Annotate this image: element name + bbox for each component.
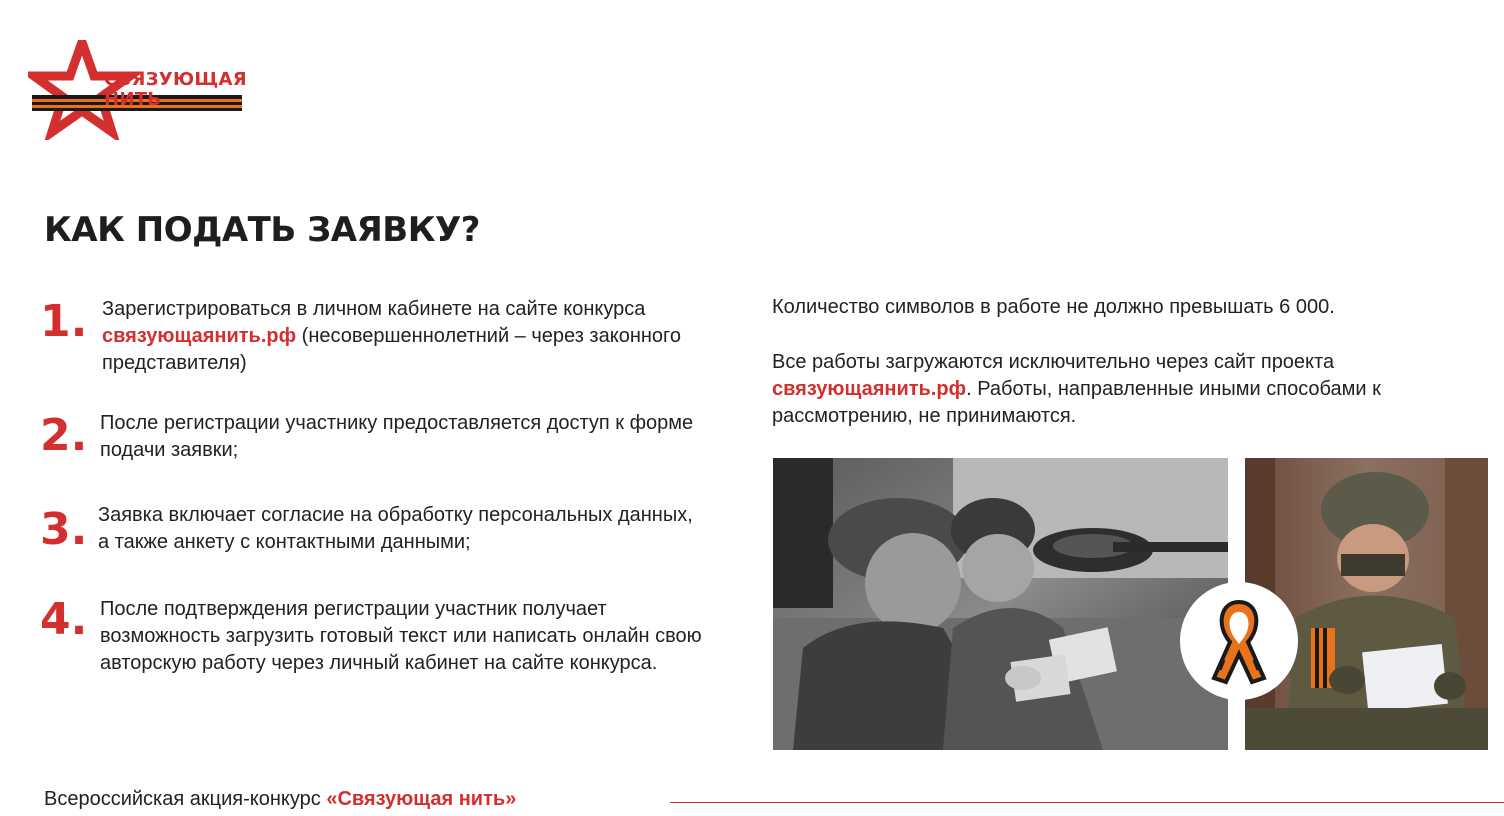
step-text-part: (несовершеннолетний – через законного представителя) [102,325,682,374]
logo-wordmark [104,70,247,110]
wwii-soldiers-photo [773,458,1228,750]
step-text: После регистрации участнику предоставляется доступ к форме подачи заявки; [100,412,694,461]
logo-line1: СВЯЗУЮЩАЯ [104,69,247,90]
step-text: Заявка включает согласие на обработку персональных данных, а также анкету с контактными данными; [98,504,693,553]
st-george-ribbon-icon [1180,582,1298,700]
footer-contest-name: Связующая нить [337,788,506,810]
char-limit-note: Количество символов в работе не должно превышать 6 000. [772,296,1335,318]
step-text [102,296,712,377]
ribbon-badge [1180,582,1298,700]
footer-caption [44,788,516,811]
site-link[interactable]: связующаянить.рф [102,325,297,347]
step-text-part: Зарегистрироваться в личном кабинете на сайте конкурса [102,298,646,320]
logo-line2: НИТЬ [104,89,162,110]
step-number: 3. [40,504,88,555]
step-number: 2. [40,410,88,461]
step-number: 4. [40,594,88,645]
page-title: КАК ПОДАТЬ ЗАЯВКУ? [44,210,480,250]
logo [28,40,248,140]
site-link[interactable]: связующаянить.рф [772,378,967,400]
step-number: 1. [40,296,88,347]
footer-prefix: Всероссийская акция-конкурс [44,788,327,810]
footer-divider [670,802,1504,803]
footer-quote-open: « [326,788,338,810]
upload-note-part: . Работы, направленные иными способами к рассмотрению, не принимаются. [772,378,1381,427]
upload-note [772,349,1462,430]
step-text: После подтверждения регистрации участник получает возможность загрузить готовый текст или написать онлайн свою авторскую работу через личный кабинет на сайте конкурса. [100,598,702,674]
footer-quote-close: » [505,788,517,810]
upload-note-part: Все работы загружаются исключительно через сайт проекта [772,351,1335,373]
